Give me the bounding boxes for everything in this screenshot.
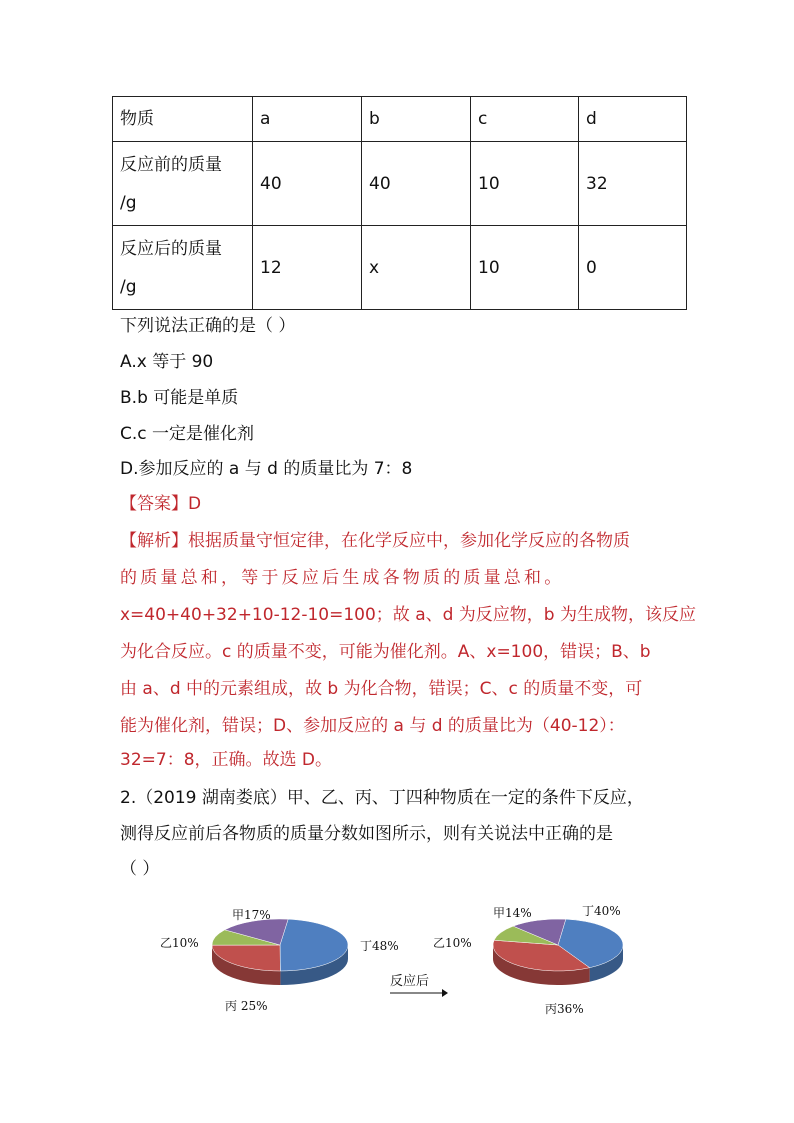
explanation-line — [120, 529, 630, 553]
table-header-cell: 物质 — [113, 97, 253, 142]
pie-slice-label: 乙10% — [160, 936, 199, 950]
row-label-text: 反应前的质量 — [120, 154, 222, 175]
explanation-text: 根据质量守恒定律，在化学反应中，参加化学反应的各物质 — [188, 531, 630, 551]
pie-slice-label: 丙 25% — [225, 999, 268, 1013]
table-cell: 40 — [362, 142, 471, 226]
table-cell: 32 — [579, 142, 687, 226]
question-stem: 下列说法正确的是（ ） — [120, 316, 296, 336]
pie-slice-label: 丁40% — [582, 904, 621, 918]
explanation-line: x=40+40+32+10-12-10=100；故 a、d 为反应物，b 为生成物，该反应 — [120, 605, 696, 625]
explanation-line: 32=7：8，正确。故选 D。 — [120, 750, 333, 770]
option-b: B.b 可能是单质 — [120, 388, 239, 408]
pie-slice-label: 甲17% — [232, 908, 271, 922]
table-cell: 10 — [471, 142, 579, 226]
option-d: D.参加反应的 a 与 d 的质量比为 7：8 — [120, 459, 413, 479]
row-label-unit: /g — [120, 276, 137, 297]
row-label-unit: /g — [120, 192, 137, 213]
explanation-line: 由 a、d 中的元素组成，故 b 为化合物，错误；C、c 的质量不变，可 — [120, 679, 643, 699]
explanation-line: 能为催化剂，错误；D、参加反应的 a 与 d 的质量比为（40-12）： — [120, 716, 625, 736]
table-header-cell: a — [253, 97, 362, 142]
table-row-label — [113, 142, 253, 226]
table-header-cell: d — [579, 97, 687, 142]
question2-line: （ ） — [120, 859, 160, 879]
explanation-line: 为化合反应。c 的质量不变，可能为催化剂。A、x=100，错误；B、b — [120, 642, 651, 662]
table-header-cell: c — [471, 97, 579, 142]
question2-line: 测得反应前后各物质的质量分数如图所示，则有关说法中正确的是 — [120, 824, 613, 844]
arrow-label: 反应后 — [390, 974, 430, 989]
option-a: A.x 等于 90 — [120, 352, 214, 372]
table-cell: 10 — [471, 226, 579, 310]
table-row — [113, 142, 687, 226]
answer: 【答案】D — [120, 494, 202, 514]
table-cell: 40 — [253, 142, 362, 226]
pie-chart-before — [160, 908, 399, 1013]
pie-slice-label: 甲14% — [493, 906, 532, 920]
mass-table — [112, 96, 687, 310]
pie-charts — [150, 895, 650, 1025]
pie-slice-label: 丁48% — [360, 939, 399, 953]
table-cell: 12 — [253, 226, 362, 310]
option-c: C.c 一定是催化剂 — [120, 424, 255, 444]
explanation-label: 【解析】 — [120, 531, 188, 551]
pie-slice-label: 丙36% — [545, 1002, 584, 1016]
table-header-row — [113, 97, 687, 142]
question2-line: 2.（2019 湖南娄底）甲、乙、丙、丁四种物质在一定的条件下反应， — [120, 788, 644, 808]
table-cell: x — [362, 226, 471, 310]
table-cell: 0 — [579, 226, 687, 310]
table-row — [113, 226, 687, 310]
reaction-arrow-head — [442, 989, 448, 997]
row-label-text: 反应后的质量 — [120, 238, 222, 259]
explanation-line: 的质量总和，等于反应后生成各物质的质量总和。 — [120, 568, 565, 588]
pie-slice-label: 乙10% — [433, 936, 472, 950]
table-header-cell: b — [362, 97, 471, 142]
table-row-label — [113, 226, 253, 310]
pie-chart-after — [433, 904, 623, 1016]
